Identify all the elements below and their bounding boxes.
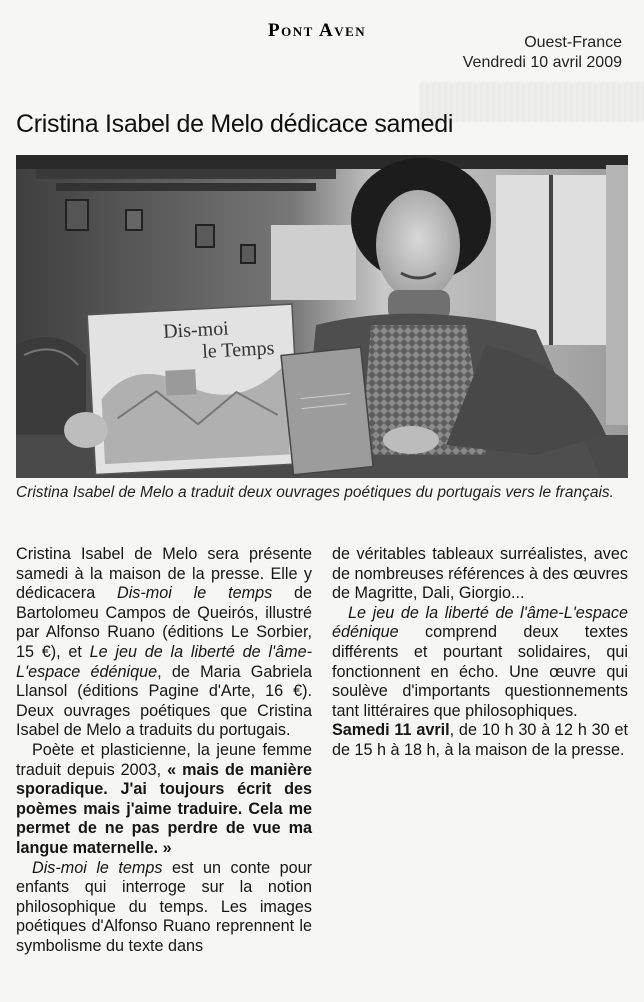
book1-title-line1: Dis-moi <box>162 317 230 343</box>
bleed-through-texture <box>420 82 644 122</box>
paragraph-1 <box>16 545 312 741</box>
p1-book-title-1: Dis-moi le temps <box>117 584 273 603</box>
p1-book-title-2: Le jeu de la liberté de l'âme-L'espace édénique <box>16 642 312 681</box>
p2-quote: « mais de manière sporadique. J'ai toujours écrit des poèmes mais j'aime traduire. Cela me permet de ne pas perdre de vue ma langue maternelle. » <box>16 760 312 857</box>
article-headline: Cristina Isabel de Melo dédicace samedi <box>16 110 454 138</box>
photo-illustration <box>16 155 628 478</box>
article-column-left <box>16 545 312 956</box>
town-header: Pont Aven <box>268 20 367 41</box>
p1-text-a: Cristina Isabel de Melo sera présente samedi à la maison de la presse. Elle y dédicacera <box>16 545 312 603</box>
paragraph-3-start <box>16 859 312 957</box>
paragraph-2 <box>16 741 312 859</box>
p3-text-start: est un conte pour enfants qui interroge sur la notion philosophique du temps. Les images poétiques d'Alfonso Ruano reprennent le symbolisme du texte dans <box>16 858 313 955</box>
photo-caption: Cristina Isabel de Melo a traduit deux ouvrages poétiques du portugais vers le français. <box>16 484 614 501</box>
newspaper-info <box>463 33 622 73</box>
article-photo <box>16 155 628 478</box>
paragraph-3-end: de véritables tableaux surréalistes, avec de nombreuses références à des œuvres de Magritte, Dali, Giorgio... <box>332 545 629 603</box>
paragraph-4 <box>332 604 628 722</box>
p1-text-b: de Bartolomeu Campos de Queirós, illustré par Alfonso Ruano (éditions Le Sorbier, 15 €), et <box>16 584 312 661</box>
paragraph-5 <box>332 721 628 760</box>
article-column-right <box>332 545 628 761</box>
p2-text-a: Poète et plasticienne, la jeune femme traduit depuis 2003, <box>16 740 312 779</box>
publication-date: Vendredi 10 avril 2009 <box>462 54 622 71</box>
p4-book-title: Le jeu de la liberté de l'âme-L'espace édénique <box>332 603 628 642</box>
p4-text: comprend deux textes différents et pourtant solidaires, qui fonctionnent en écho. Une œuvre qui soulève d'importants questionnements tant littéraires que philosophiques. <box>332 623 628 720</box>
p3-book-title: Dis-moi le temps <box>32 858 163 877</box>
book1-title-line2: le Temps <box>201 337 275 363</box>
event-date: Samedi 11 avril <box>332 721 450 740</box>
p1-text-c: , de Maria Gabriela Llansol (éditions Pagine d'Arte, 16 €). Deux ouvrages poétiques que Cristina Isabel de Melo a traduits du portugais. <box>16 662 312 740</box>
event-details: , de 10 h 30 à 12 h 30 et de 15 h à 18 h, à la maison de la presse. <box>332 721 628 759</box>
newspaper-name: Ouest-France <box>524 34 622 51</box>
